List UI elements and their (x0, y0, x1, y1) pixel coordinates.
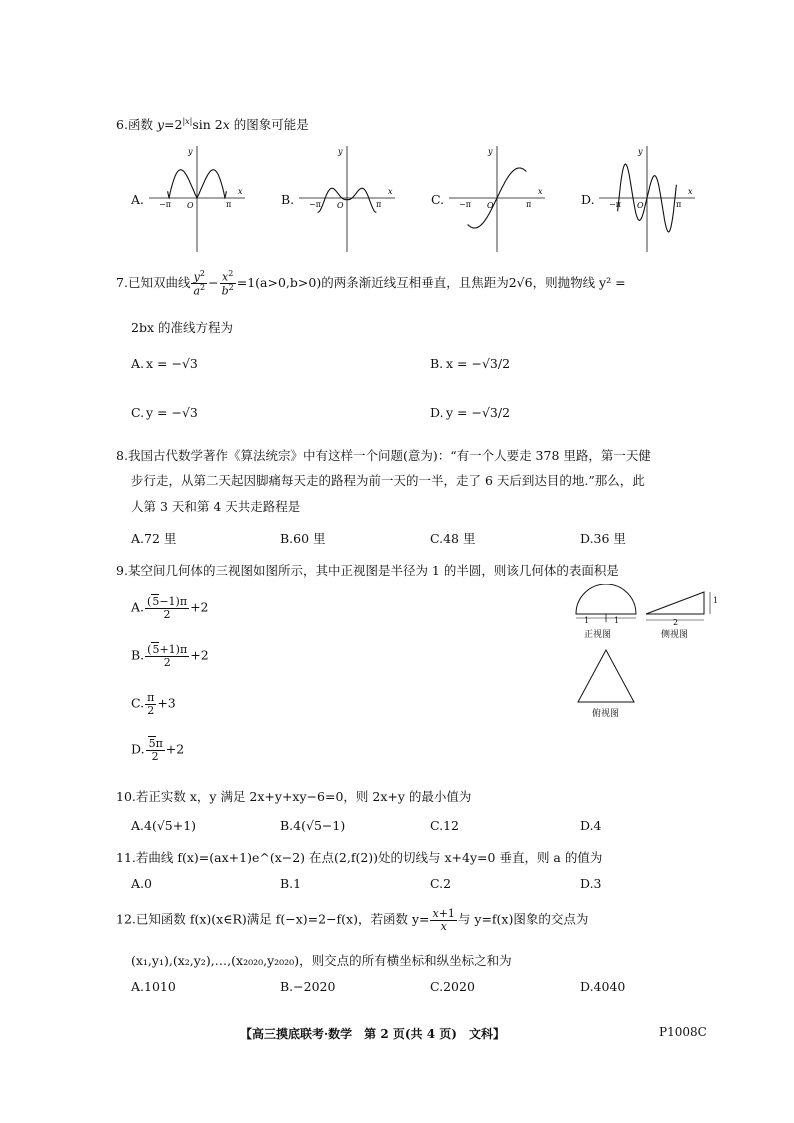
q10-option-d[interactable]: D.4 (580, 818, 602, 833)
q9-top-view-label: 俯视图 (592, 709, 620, 719)
q9-option-a[interactable]: A. $\frac{(5-1)\pi}{2}$ +2 (131, 595, 209, 621)
q7-option-c[interactable]: C. (131, 405, 145, 420)
q12-option-a[interactable]: A.1010 (131, 979, 176, 994)
q10-option-c[interactable]: C.12 (430, 818, 459, 833)
q6-graph-d (597, 142, 697, 254)
q9-dim-2: 2 (673, 618, 679, 627)
q9-option-c[interactable]: C. $\frac{\pi}{2}$ +3 (131, 691, 176, 717)
svg-text:π: π (676, 200, 682, 209)
q7-option-b-text: x = −√3/2 (446, 356, 511, 371)
svg-text:O: O (637, 201, 644, 210)
q7-option-a[interactable]: A. (131, 356, 145, 371)
q11-option-b[interactable]: B.1 (280, 876, 302, 891)
q6-option-b-label[interactable]: B. (281, 192, 295, 207)
q12-option-d[interactable]: D.4040 (580, 979, 626, 994)
footer-page-info: 【高三摸底联考·数学 第 2 页(共 4 页) 文科】 (240, 1027, 505, 1041)
q9-dim-1b: 1 (614, 616, 620, 625)
q8-option-c[interactable]: C.48 里 (430, 531, 476, 546)
q12-option-c[interactable]: C.2020 (430, 979, 475, 994)
q8-line1: 8.我国古代数学著作《算法统宗》中有这样一个问题(意为)：“有一个人要走 378 里路，第一天健 (116, 448, 651, 463)
q9-dim-h: 1 (713, 596, 719, 605)
svg-text:y: y (338, 147, 343, 156)
svg-text:−π: −π (309, 200, 321, 209)
svg-text:y: y (188, 147, 193, 156)
q11-option-c[interactable]: C.2 (430, 876, 452, 891)
svg-text:−π: −π (159, 200, 171, 209)
q7-option-a-text: x = −√3 (146, 356, 198, 371)
q9-option-d[interactable]: D. $\frac{5\pi}{2}$ +2 (131, 737, 185, 763)
svg-text:O: O (187, 201, 194, 210)
q8-line3: 人第 3 天和第 4 天共走路程是 (131, 499, 301, 514)
q8-option-a[interactable]: A.72 里 (131, 531, 177, 546)
q6-graph-a (147, 142, 247, 254)
svg-text:O: O (487, 201, 494, 210)
svg-text:π: π (226, 200, 232, 209)
q9-three-view-figure (570, 584, 730, 724)
q6-graph-b (297, 142, 397, 254)
svg-text:O: O (337, 201, 344, 210)
q7-option-d-text: y = −√3/2 (446, 405, 511, 420)
svg-text:−π: −π (459, 200, 471, 209)
q7-stem-line2: 2bx 的准线方程为 (131, 320, 233, 335)
svg-text:π: π (376, 200, 382, 209)
q10-option-b[interactable]: B.4(√5−1) (280, 818, 346, 833)
svg-text:x: x (688, 187, 693, 196)
q8-line2: 步行走，从第二天起因脚痛每天走的路程为前一天的一半，走了 6 天后到达目的地.”那么，此 (131, 473, 645, 488)
q9-dim-1a: 1 (584, 616, 590, 625)
q11-option-d[interactable]: D.3 (580, 876, 602, 891)
q9-stem: 9.某空间几何体的三视图如图所示，其中正视图是半径为 1 的半圆，则该几何体的表面积是 (116, 563, 619, 578)
svg-text:π: π (526, 200, 532, 209)
q10-stem: 10.若正实数 x，y 满足 2x+y+xy−6=0，则 2x+y 的最小值为 (116, 789, 472, 804)
q7-stem: 7.已知双曲线 $\frac{y^2}{a^2}$ − $\frac{x^2}{b^2}$ =1(a>0,b>0)的两条渐近线互相垂直，且焦距为2√6，则抛物线 y² = (116, 269, 626, 298)
svg-text:y: y (488, 147, 493, 156)
q12-line2: (x₁,y₁),(x₂,y₂),…,(x₂₀₂₀,y₂₀₂₀)，则交点的所有横坐标和纵坐标之和为 (131, 953, 512, 968)
q8-option-b[interactable]: B.60 里 (280, 531, 326, 546)
q8-option-d[interactable]: D.36 里 (580, 531, 626, 546)
q6-graph-c (447, 142, 547, 254)
q6-option-a-label[interactable]: A. (131, 192, 145, 207)
q9-front-view-label: 正视图 (584, 630, 612, 640)
svg-text:x: x (238, 187, 243, 196)
q6-option-d-label[interactable]: D. (581, 192, 595, 207)
q9-option-b[interactable]: B. $\frac{(5+1)\pi}{2}$ +2 (131, 643, 209, 669)
svg-text:x: x (538, 187, 543, 196)
q12-option-b[interactable]: B.−2020 (280, 979, 336, 994)
q11-option-a[interactable]: A.0 (131, 876, 152, 891)
svg-text:x: x (388, 187, 393, 196)
top-view-triangle (578, 650, 634, 702)
svg-text:y: y (638, 147, 643, 156)
q9-side-view-label: 侧视图 (661, 630, 689, 640)
q6-stem: 6.函数 $y=2^{|x|}\sin$ 2x 的图象可能是 (116, 116, 309, 132)
q11-stem: 11.若曲线 f(x)=(ax+1)e^(x−2) 在点(2,f(2))处的切线与 x+4y=0 垂直，则 a 的值为 (116, 850, 603, 865)
side-view-triangle (646, 592, 710, 620)
q10-option-a[interactable]: A.4(√5+1) (131, 818, 197, 833)
q7-option-d[interactable]: D. (430, 405, 444, 420)
q6-option-c-label[interactable]: C. (431, 192, 445, 207)
q12-line1: 12.已知函数 f(x)(x∈R)满足 f(−x)=2−f(x)，若函数 y= $\frac{x+1}{x}$ 与 y=f(x)图象的交点为 (116, 907, 589, 933)
q7-option-b[interactable]: B. (430, 356, 444, 371)
svg-text:−π: −π (609, 200, 621, 209)
q7-option-c-text: y = −√3 (146, 405, 198, 420)
footer-code: P1008C (659, 1025, 707, 1039)
